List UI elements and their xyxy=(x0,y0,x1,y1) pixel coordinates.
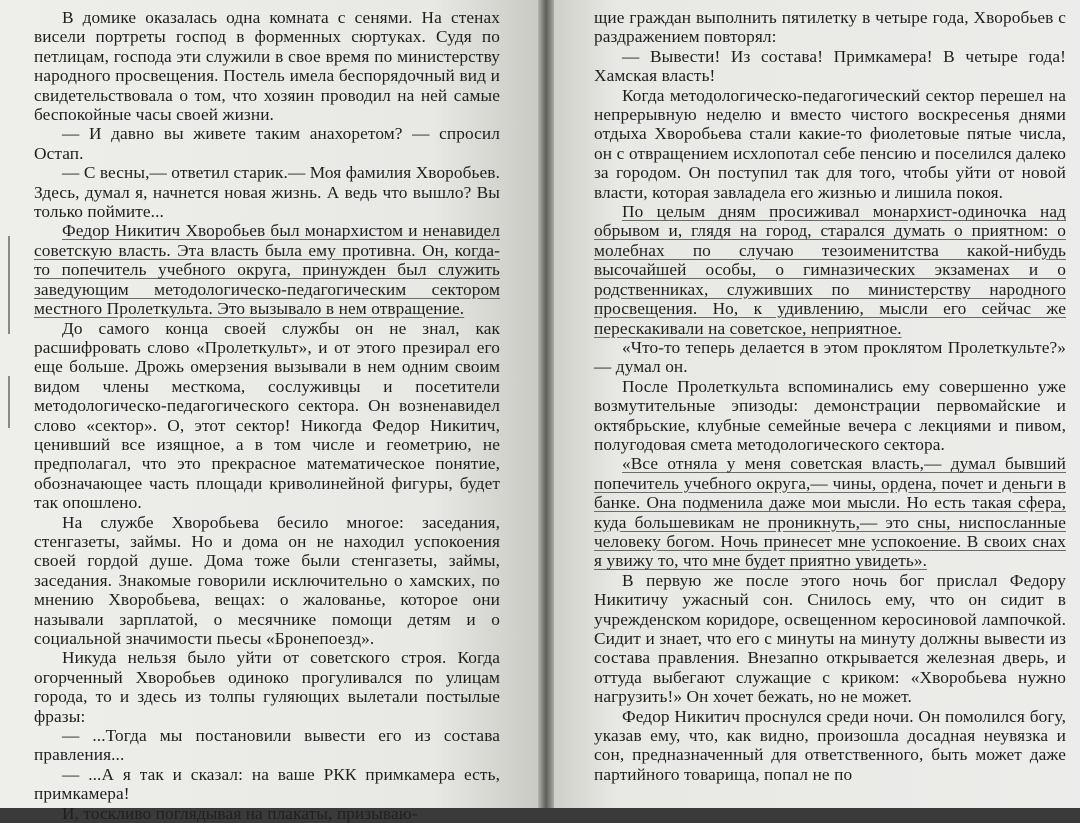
paragraph: — С весны,— ответил старик.— Моя фамилия Хворобьев. Здесь, думал я, начнется новая жизнь. А ведь что вышло? Вы только поймите... xyxy=(34,163,500,222)
paragraph: Никуда нельзя было уйти от советского строя. Когда огорченный Хворобьев одиноко прогуливался по улицам города, то и здесь из толпы гуляющих вылетали постылые фразы: xyxy=(34,648,500,726)
paragraph-underlined: «Все отняла у меня советская власть,— думал бывший попечитель учебного округа,— чины, ордена, почет и деньги в банке. Она подменила даже мои мысли. Но есть такая сфера, куда большевикам не проникнуть,— это сны, ниспосланные человеку богом. Ночь принесет мне успокоение. В своих снах я увижу то, что мне будет приятно увидеть». xyxy=(594,454,1066,571)
paragraph: — Вывести! Из состава! Примкамера! В четыре года! Хамская власть! xyxy=(594,46,1066,86)
paragraph-underlined: Федор Никитич Хворобьев был монархистом и ненавидел советскую власть. Эта власть была ему противна. Он, когда-то попечитель учебного округа, принужден был служить заведующим методологическо-педагогическим сектором местного Пролеткульта. Это вызывало в нем отвращение. xyxy=(34,221,500,319)
paragraph: И, тоскливо поглядывая на плакаты, призываю- xyxy=(62,803,418,823)
margin-mark xyxy=(8,376,10,428)
paragraph: Федор Никитич проснулся среди ночи. Он помолился богу, указав ему, что, как видно, произошла досадная неувязка и сон, предназначенный для ответственного, быть может даже партийного товарища, попал не по xyxy=(594,706,1066,784)
paragraph: После Пролеткульта вспоминались ему совершенно уже возмутительные эпизоды: демонстрации первомайские и октябрьские, клубные семейные вечера с лекциями и пивом, полугодовая смета методологического сектора. xyxy=(594,376,1066,454)
right-page-text xyxy=(594,8,1066,784)
paragraph: Когда методологическо-педагогический сектор перешел на непрерывную неделю и вместо чистого воскресенья днями отдыха Хворобьева стали какие-то фиолетовые пятые числа, он с отвращением исхлопотал себе пенсию и поселился далеко за городом. Он поступил так для того, чтобы уйти от новой власти, которая завладела его жизнью и лишила покоя. xyxy=(594,85,1066,202)
paragraph: До самого конца своей службы он не знал, как расшифровать слово «Пролеткульт», и от этого презирал его еще больше. Дрожь омерзения вызывали в нем одним своим видом члены месткома, сослуживцы и посетители методологическо-педагогического сектора. Он возненавидел слово «сектор». О, этот сектор! Никогда Федор Никитич, ценивший все изящное, а в том числе и геометрию, не предполагал, что это прекрасное математическое понятие, обозначающее часть площади криволинейной фигуры, будет так опошлено. xyxy=(34,318,500,513)
paragraph: «Что-то теперь делается в этом проклятом Пролеткульте?» — думал он. xyxy=(594,337,1066,377)
paragraph: В домике оказалась одна комната с сенями. На стенах висели портреты господ в форменных сюртуках. Судя по петлицам, господа эти служили в свое время по министерству народного просвещения. Постель имела беспорядочный вид и свидетельствовала о том, что хозяин проводил на ней самые беспокойные часы своей жизни. xyxy=(34,8,500,125)
paragraph: — ...Тогда мы постановили вывести его из состава правления... xyxy=(34,726,500,765)
left-page-text xyxy=(34,8,500,823)
paragraph: — И давно вы живете таким анахоретом? — спросил Остап. xyxy=(34,124,500,163)
paragraph-underlined: По целым дням просиживал монархист-одиночка над обрывом и, глядя на город, старался думать о приятном: о молебнах по случаю тезоименитства какой-нибудь высочайшей особы, о гимназических экзаменах и о родственниках, служивших по министерству народного просвещения. Но, к удивлению, мысли его сейчас же перескакивали на советское, неприятное. xyxy=(594,202,1066,338)
paragraph: На службе Хворобьева бесило многое: заседания, стенгазеты, займы. Но и дома он не находил успокоения своей гордой душе. Дома тоже были стенгазеты, займы, заседания. Знакомые говорили исключительно о хамских, по мнению Хворобьева, вещах: о жалованье, которое они называли зарплатой, о месячнике помощи детям и о социальной значимости пьесы «Бронепоезд». xyxy=(34,512,500,648)
paragraph: щие граждан выполнить пятилетку в четыре года, Хворобьев с раздражением повторял: xyxy=(594,8,1066,47)
margin-mark xyxy=(8,236,10,334)
paragraph: В первую же после этого ночь бог прислал Федору Никитичу ужасный сон. Снилось ему, что он сидит в учрежденском коридоре, освещенном керосиновой лампочкой. Сидит и знает, что его с минуты на минуту должны вывести из состава правления. Внезапно открывается железная дверь, и оттуда выбегают служащие с криком: «Хворобьева нужно нагрузить!» Он хочет бежать, но не может. xyxy=(594,570,1066,707)
paragraph: — ...А я так и сказал: на ваше РКК примкамера есть, примкамера! xyxy=(34,764,500,804)
